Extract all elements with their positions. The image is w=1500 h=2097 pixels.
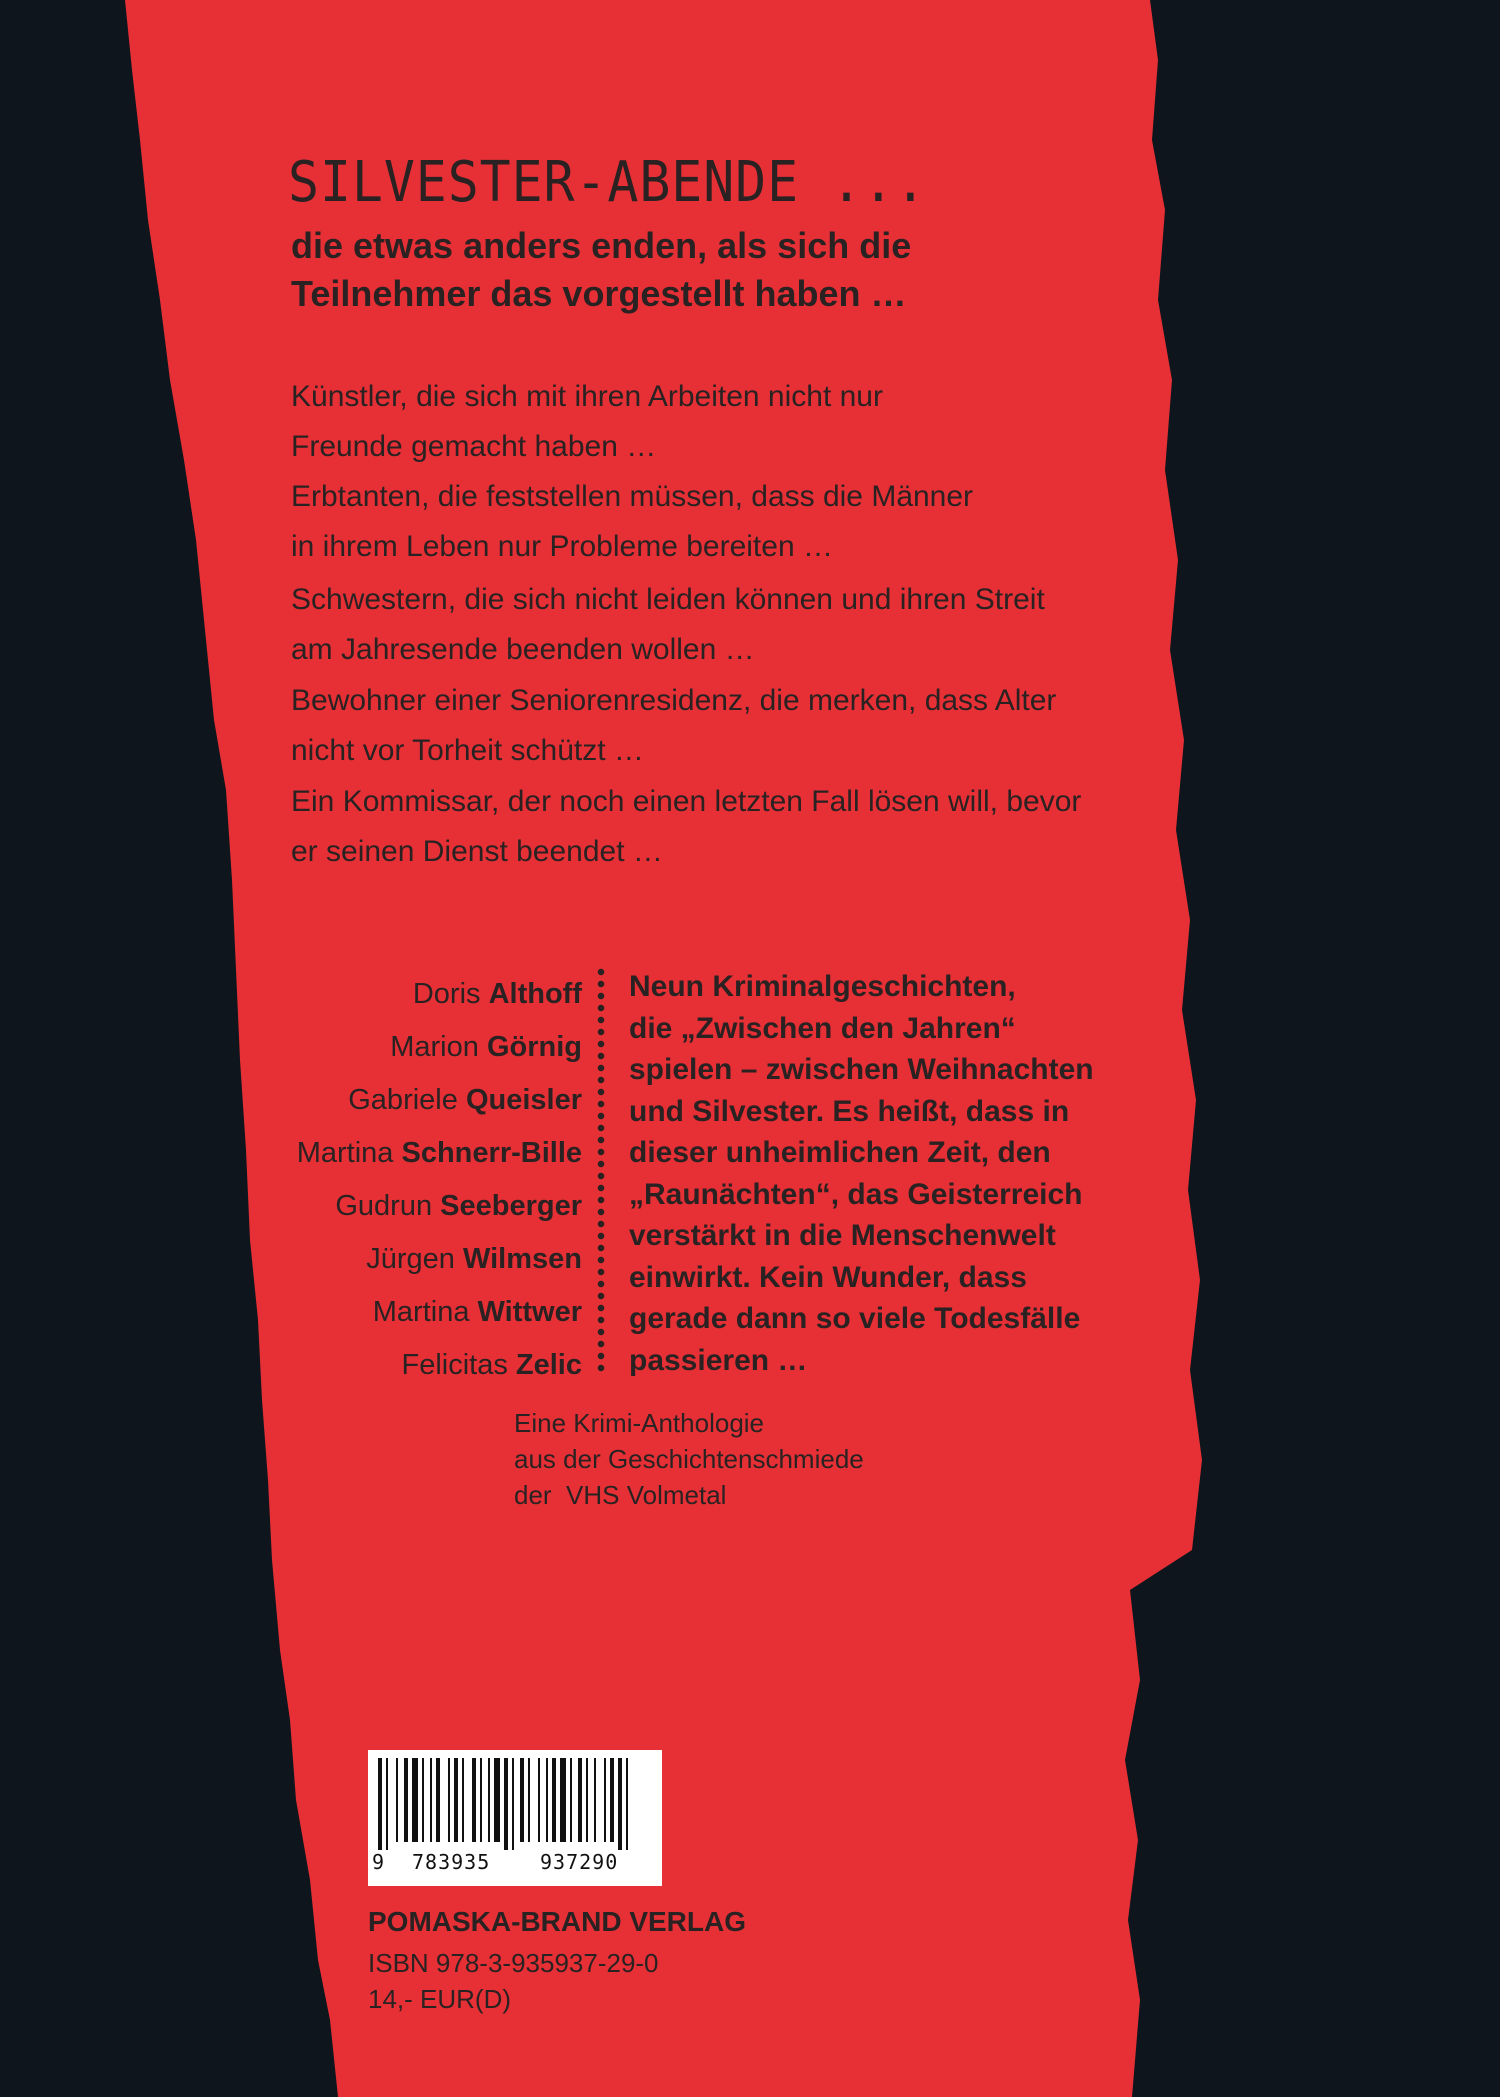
author-name: Martina Schnerr-Bille	[296, 1137, 582, 1169]
teaser-line: einwirkt. Kein Wunder, dass	[629, 1260, 1027, 1294]
anthology-line: aus der Geschichtenschmiede	[514, 1444, 864, 1474]
blurb-line: Freunde gemacht haben …	[291, 430, 657, 463]
barcode-bar	[570, 1758, 572, 1842]
blurb-line: Erbtanten, die feststellen müssen, dass die Männer	[291, 480, 974, 513]
barcode-digit-first: 9	[372, 1850, 386, 1874]
blurb-sisters	[291, 575, 1191, 675]
subheadline-line: Teilnehmer das vorgestellt haben …	[291, 273, 907, 314]
barcode-bar	[560, 1758, 566, 1842]
blurb-line: Künstler, die sich mit ihren Arbeiten nicht nur	[291, 380, 883, 413]
barcode-bar	[504, 1758, 508, 1850]
teaser-text	[629, 966, 1149, 1381]
barcode-bar	[594, 1758, 596, 1842]
teaser-line: und Silvester. Es heißt, dass in	[629, 1094, 1070, 1128]
headline: SILVESTER-ABENDE ...	[288, 150, 927, 215]
price: 14,- EUR(D)	[368, 1984, 512, 2014]
blurb-line: am Jahresende beenden wollen …	[291, 633, 755, 666]
anthology-note	[514, 1405, 1014, 1513]
barcode-bar	[462, 1758, 464, 1842]
teaser-line: spielen – zwischen Weihnachten	[629, 1053, 1094, 1086]
teaser-line: verstärkt in die Menschenwelt	[629, 1219, 1056, 1252]
barcode-bar	[454, 1758, 458, 1842]
teaser-line: gerade dann so viele Todesfälle	[629, 1302, 1081, 1335]
barcode-bar	[488, 1758, 490, 1842]
teaser-line: Neun Kriminalgeschichten,	[629, 970, 1016, 1003]
author-name: Gabriele Queisler	[348, 1084, 582, 1116]
subheadline-line: die etwas anders enden, als sich die	[291, 225, 912, 266]
blurb-line: er seinen Dienst beendet …	[291, 835, 663, 868]
barcode-bar	[404, 1758, 408, 1842]
barcode-bars	[378, 1758, 652, 1850]
barcode-bar	[412, 1758, 418, 1842]
dotted-divider	[597, 966, 605, 1376]
barcode-bar	[538, 1758, 540, 1842]
blurb-commissioner	[291, 777, 1191, 877]
barcode-bar	[480, 1758, 482, 1842]
author-name: Felicitas Zelic	[401, 1349, 582, 1381]
barcode-bar	[546, 1758, 548, 1842]
isbn-barcode	[368, 1750, 662, 1886]
anthology-line: der VHS Volmetal	[514, 1480, 727, 1510]
barcode-bar	[552, 1758, 556, 1842]
barcode-bar	[422, 1758, 424, 1842]
teaser-line: „Raunächten“, das Geisterreich	[629, 1177, 1083, 1211]
anthology-line: Eine Krimi-Anthologie	[514, 1408, 765, 1438]
author-name: Gudrun Seeberger	[335, 1190, 582, 1222]
author-name: Marion Görnig	[390, 1031, 582, 1063]
teaser-line: passieren …	[629, 1343, 808, 1377]
barcode-bar	[448, 1758, 450, 1842]
barcode-bar	[528, 1758, 530, 1842]
blurb-line: in ihrem Leben nur Probleme bereiten …	[291, 530, 833, 563]
blurb-line: Schwestern, die sich nicht leiden können und ihren Streit	[291, 583, 1045, 616]
barcode-bar	[578, 1758, 582, 1842]
barcode-bar	[430, 1758, 432, 1842]
barcode-bar	[472, 1758, 476, 1842]
publisher-name: POMASKA-BRAND VERLAG	[368, 1906, 746, 1937]
barcode-group-right: 937290	[540, 1850, 619, 1874]
author-list	[200, 968, 582, 1392]
blurb-line: Bewohner einer Seniorenresidenz, die merken, dass Alter	[291, 684, 1057, 717]
barcode-bar	[396, 1758, 398, 1842]
subheadline	[291, 222, 1091, 318]
barcode-bar	[386, 1758, 388, 1850]
author-name: Martina Wittwer	[372, 1296, 582, 1328]
blurb-line: nicht vor Torheit schützt …	[291, 734, 644, 767]
barcode-group-left: 783935	[412, 1850, 491, 1874]
isbn-number: ISBN 978-3-935937-29-0	[368, 1948, 659, 1978]
barcode-bar	[436, 1758, 440, 1842]
barcode-bar	[378, 1758, 382, 1850]
author-name: Jürgen Wilmsen	[366, 1243, 582, 1275]
barcode-bar	[520, 1758, 524, 1842]
barcode-bar	[586, 1758, 588, 1842]
blurb-line: Ein Kommissar, der noch einen letzten Fall lösen will, bevor	[291, 785, 1082, 818]
teaser-line: dieser unheimlichen Zeit, den	[629, 1136, 1051, 1169]
barcode-bar	[512, 1758, 514, 1850]
blurb-aunts	[291, 472, 1191, 572]
author-name: Doris Althoff	[412, 978, 582, 1010]
barcode-bar	[604, 1758, 606, 1842]
barcode-bar	[494, 1758, 500, 1842]
blurb-artists	[291, 372, 1191, 472]
barcode-bar	[626, 1758, 628, 1850]
barcode-bar	[610, 1758, 614, 1842]
teaser-line: die „Zwischen den Jahren“	[629, 1011, 1016, 1045]
blurb-residents	[291, 676, 1191, 776]
barcode-bar	[618, 1758, 622, 1850]
